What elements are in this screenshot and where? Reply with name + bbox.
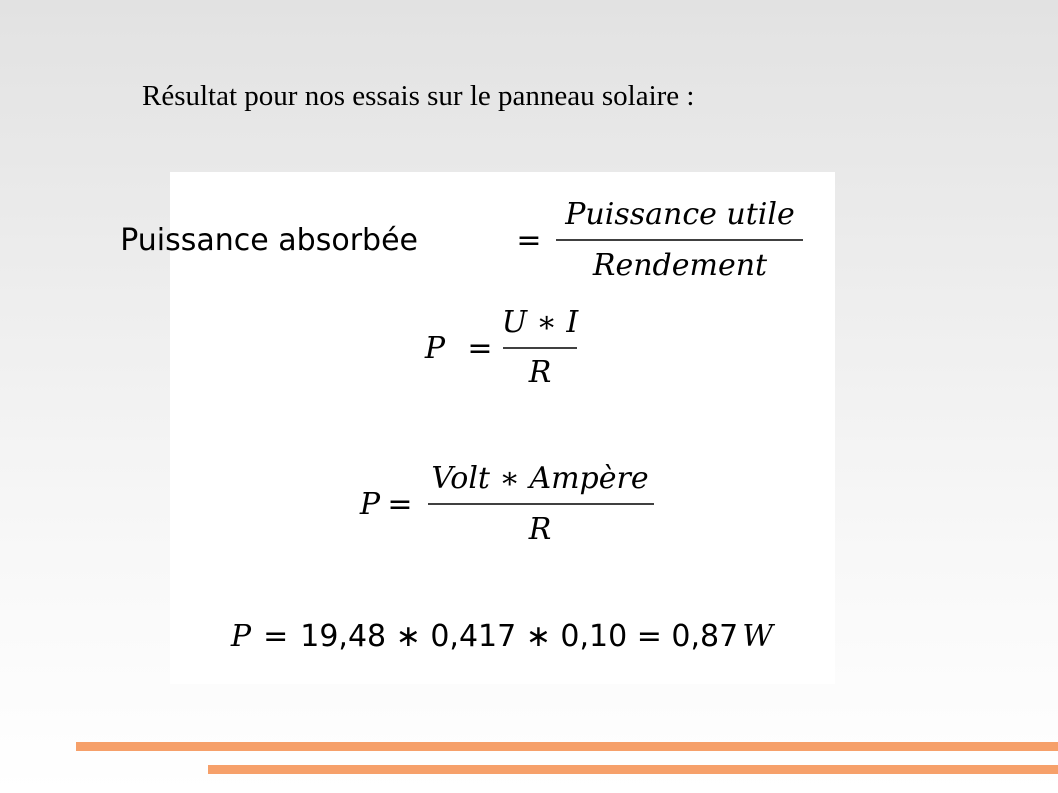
- formula1-denominator: Rendement: [592, 248, 768, 283]
- formula-box: [120, 172, 835, 684]
- formula-puissance-absorbee: [120, 197, 803, 283]
- formula3-lhs: P: [359, 487, 380, 522]
- formula4-expression: 19,48 ∗ 0,417 ∗ 0,10 = 0,87: [300, 619, 739, 654]
- formula-p-ui: [424, 305, 580, 390]
- formula2-equals: =: [467, 331, 493, 366]
- formula-p-volt-ampere: [359, 461, 654, 547]
- formula2-numerator: U ∗ I: [501, 305, 579, 340]
- slide-title: Résultat pour nos essais sur le panneau solaire :: [142, 80, 695, 112]
- decorative-stripe-top: [76, 742, 1058, 751]
- formula2-lhs: P: [424, 331, 445, 366]
- formula1-lhs: Puissance absorbée: [120, 223, 418, 258]
- formula4-lhs: P: [230, 619, 252, 654]
- decorative-stripe-bottom: [208, 765, 1058, 774]
- formula3-numerator: Volt ∗ Ampère: [431, 461, 649, 496]
- formula2-denominator: R: [528, 355, 552, 390]
- formula4-unit: W: [742, 619, 774, 654]
- formula1-equals: =: [516, 223, 542, 258]
- formula-p-numeric: [230, 619, 775, 654]
- formula4-line: [230, 619, 775, 654]
- formula1-numerator: Puissance utile: [565, 197, 795, 232]
- formula4-equals: =: [263, 619, 289, 654]
- formula-canvas: [120, 172, 835, 684]
- formula3-equals: =: [387, 487, 413, 522]
- formula3-denominator: R: [528, 512, 552, 547]
